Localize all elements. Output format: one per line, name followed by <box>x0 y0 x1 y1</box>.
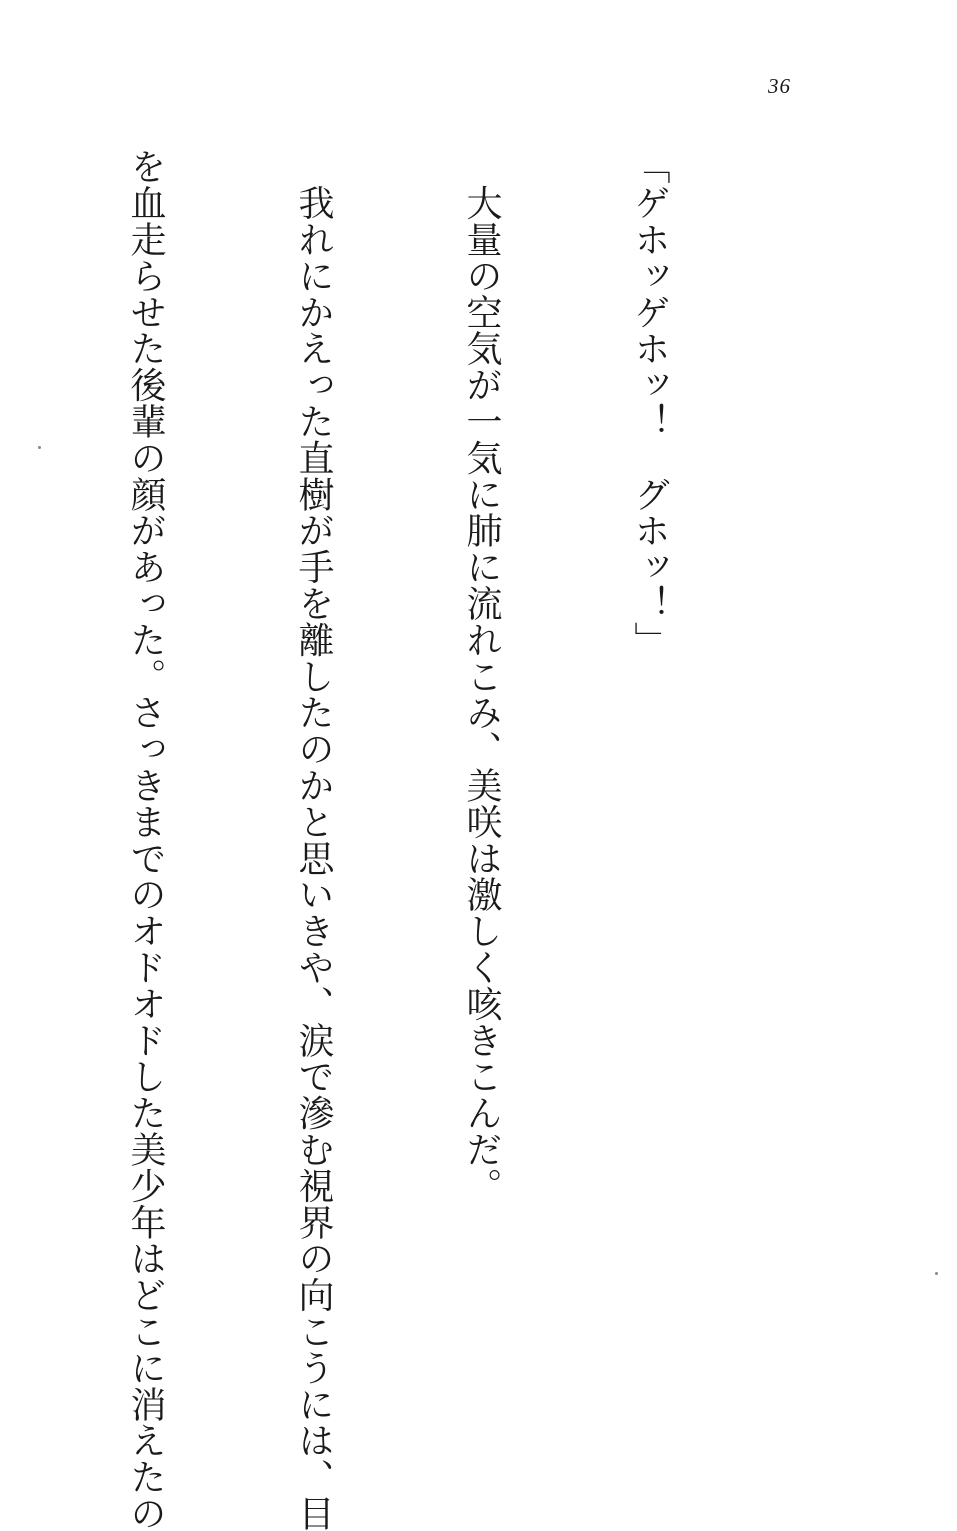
text-line: 「ゲホッゲホッ！ グホッ！」 <box>629 148 670 658</box>
text-line: を血走らせた後輩の顔があった。さっきまでのオドオドした美少年はどこに消えたの <box>125 148 166 1531</box>
text-line <box>0 148 5 1308</box>
scan-speck <box>38 446 41 449</box>
text-line: 我れにかえった直樹が手を離したのかと思いきや、涙で滲む視界の向こうには、目 <box>293 148 334 1531</box>
page-number: 36 <box>768 74 791 98</box>
scan-speck <box>935 1272 938 1275</box>
text-line: 大量の空気が一気に肺に流れこみ、美咲は激しく咳きこんだ。 <box>461 148 502 1204</box>
vertical-text-body <box>0 148 789 1531</box>
